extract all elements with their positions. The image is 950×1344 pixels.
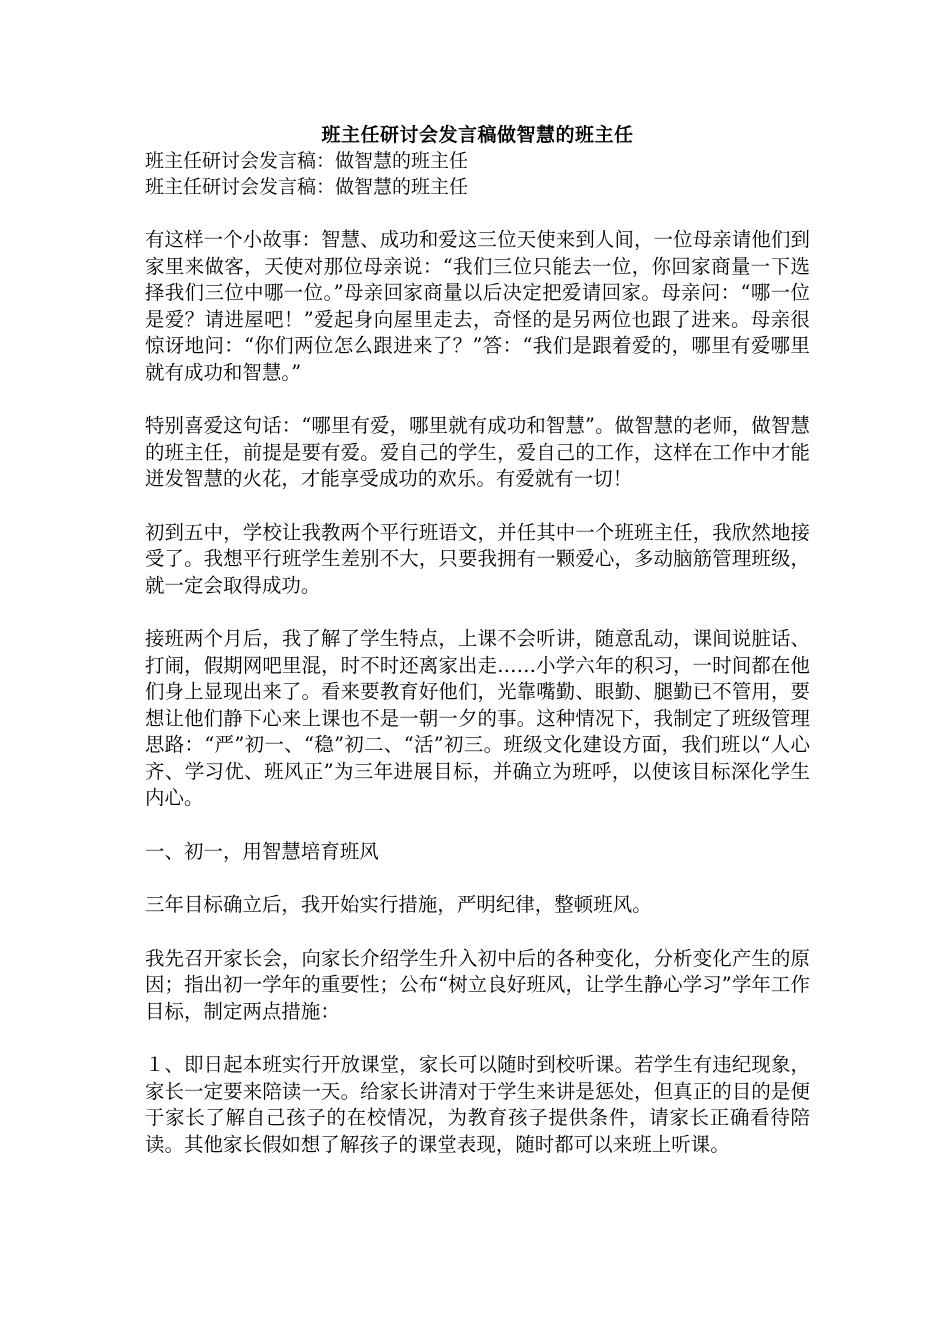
paragraph-parents-meeting: 我先召开家长会，向家长介绍学生升入初中后的各种变化，分析变化产生的原因；指出初一学年的重要性；公布“树立良好班风，让学生静心学习”学年工作目标，制定两点措施： <box>145 946 810 1023</box>
paragraph-measures: 三年目标确立后，我开始实行措施，严明纪律，整顿班风。 <box>145 893 652 916</box>
section-heading: 一、初一，用智慧培育班风 <box>145 839 379 863</box>
document-subtitle: 班主任研讨会发言稿：做智慧的班主任 <box>145 150 469 172</box>
paragraph-arrival: 初到五中，学校让我教两个平行班语文，并任其中一个班班主任，我欣然地接受了。我想平行班学生差别不大，只要我拥有一颗爱心，多动脑筋管理班级，就一定会取得成功。 <box>145 520 810 597</box>
paragraph-love: 特别喜爱这句话：“哪里有爱，哪里就有成功和智慧”。做智慧的老师，做智慧的班主任，前提是要有爱。爱自己的学生，爱自己的工作，这样在工作中才能迸发智慧的火花，才能享受成功的欢乐。有爱就有一切！ <box>145 414 810 490</box>
paragraph-story: 有这样一个小故事：智慧、成功和爱这三位天使来到人间，一位母亲请他们到家里来做客，天使对那位母亲说：“我们三位只能去一位，你回家商量一下选择我们三位中哪一位。”母亲回家商量以后决定把爱请回家。母亲问：“哪一位是爱？请进屋吧！”爱起身向屋里走去，奇怪的是另两位也跟了进来。母亲很惊讶地问：“你们两位怎么跟进来了？”答：“我们是跟着爱的，哪里有爱哪里就有成功和智慧。” <box>145 228 810 384</box>
document-subtitle: 班主任研讨会发言稿：做智慧的班主任 <box>145 176 469 198</box>
document-page <box>145 122 810 1158</box>
paragraph-open-class: １、即日起本班实行开放课堂，家长可以随时到校听课。若学生有违纪现象，家长一定要来陪读一天。给家长讲清对于学生来讲是惩处，但真正的目的是便于家长了解自己孩子的在校情况，为教育孩子提供条件，请家长正确看待陪读。其他家长假如想了解孩子的课堂表现，随时都可以来班上听课。 <box>145 1053 810 1156</box>
document-title: 班主任研讨会发言稿做智慧的班主任 <box>321 124 634 146</box>
paragraph-plan: 接班两个月后，我了解了学生特点，上课不会听讲，随意乱动，课间说脏话、打闹，假期网吧里混，时不时还离家出走……小学六年的积习，一时间都在他们身上显现出来了。看来要教育好他们，光靠嘴勤、眼勤、腿勤已不管用，要想让他们静下心来上课也不是一朝一夕的事。这种情况下，我制定了班级管理思路：“严”初一、“稳”初二、“活”初三。班级文化建设方面，我们班以“人心齐、学习优、班风正”为三年进展目标，并确立为班呼，以使该目标深化学生内心。 <box>145 627 810 809</box>
